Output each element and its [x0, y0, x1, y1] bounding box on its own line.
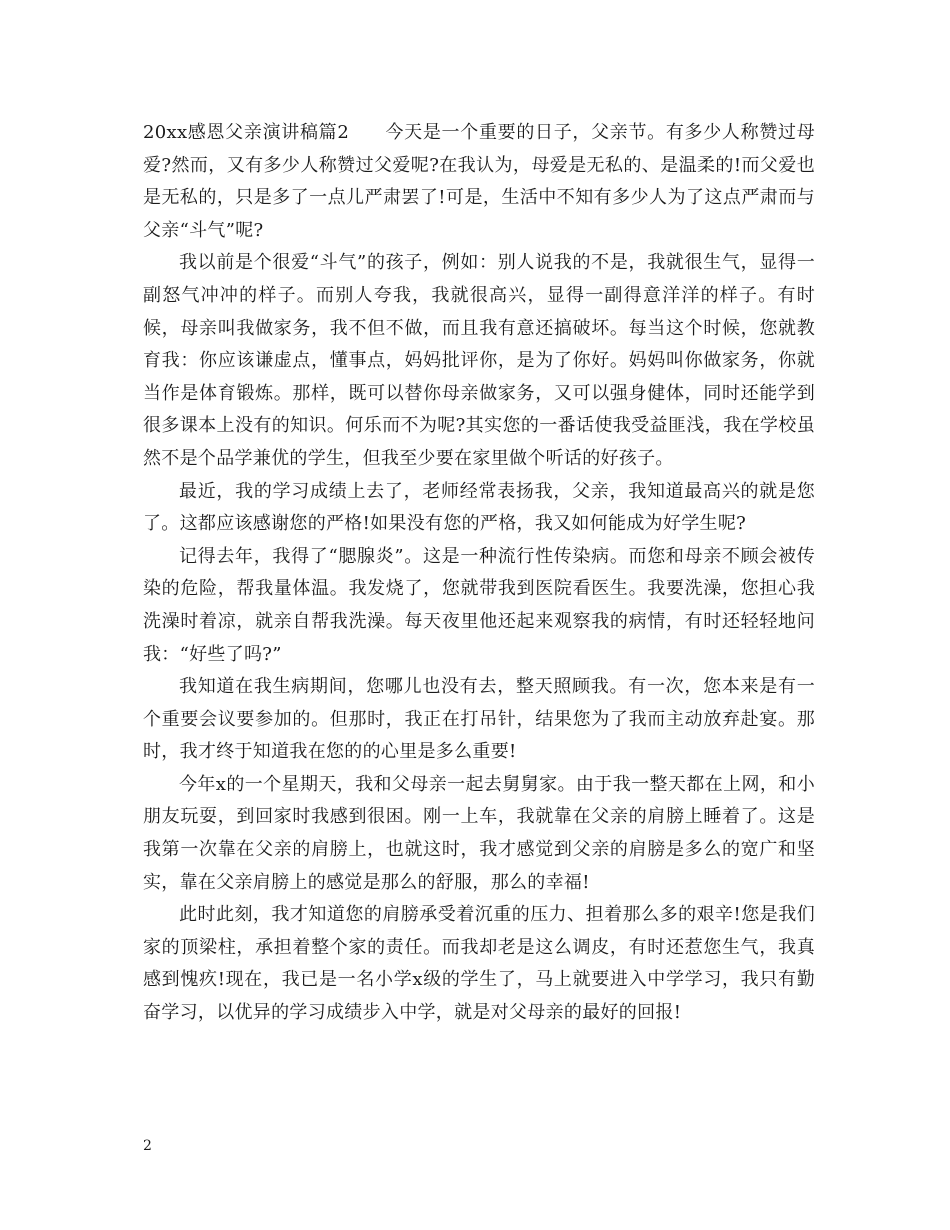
paragraph: 我知道在我生病期间，您哪儿也没有去，整天照顾我。有一次，您本来是有一个重要会议要参加的。但那时，我正在打吊针，结果您为了我而主动放弃赴宴。那时，我才终于知道我在您的的心里是多么重要!: [143, 676, 815, 763]
paragraph: 我以前是个很爱“斗气”的孩子，例如：别人说我的不是，我就很生气，显得一副怒气冲冲的样子。而别人夸我，我就很高兴，显得一副得意洋洋的样子。有时候，母亲叫我做家务，我不但不做，而且我有意还搞破坏。每当这个时候，您就教育我：你应该谦虚点，懂事点，妈妈批评你，是为了你好。妈妈叫你做家务，你就当作是体育锻炼。那样，既可以替你母亲做家务，又可以强身健体，同时还能学到很多课本上没有的知识。何乐而不为呢?其实您的一番话使我受益匪浅，我在学校虽然不是个品学兼优的学生，但我至少要在家里做个听话的好孩子。: [143, 252, 815, 469]
paragraph-intro: [143, 117, 815, 247]
document-body: [143, 117, 815, 1030]
paragraph: 今年x的一个星期天，我和父母亲一起去舅舅家。由于我一整天都在上网，和小朋友玩耍，到回家时我感到很困。刚一上车，我就靠在父亲的肩膀上睡着了。这是我第一次靠在父亲的肩膀上，也就这时，我才感觉到父亲的肩膀是多么的宽广和坚实，靠在父亲肩膀上的感觉是那么的舒服，那么的幸福!: [143, 773, 815, 893]
paragraph-text: 今天是一个重要的日子，父亲节。有多少人称赞过母爱?然而，又有多少人称赞过父爱呢?在我认为，母爱是无私的、是温柔的!而父爱也是无私的，只是多了一点儿严肃罢了!可是，生活中不知有多少人为了这点严肃而与父亲“斗气”呢?: [143, 122, 815, 241]
paragraph: 此时此刻，我才知道您的肩膀承受着沉重的压力、担着那么多的艰辛!您是我们家的顶梁柱，承担着整个家的责任。而我却老是这么调皮，有时还惹您生气，我真感到愧疚!现在，我已是一名小学x级的学生了，马上就要进入中学学习，我只有勤奋学习，以优异的学习成绩步入中学，就是对父母亲的最好的回报!: [143, 904, 815, 1024]
document-title: 20xx感恩父亲演讲稿篇2: [143, 122, 350, 143]
page-number: 2: [143, 1138, 152, 1154]
paragraph: 最近，我的学习成绩上去了，老师经常表扬我，父亲，我知道最高兴的就是您了。这都应该感谢您的严格!如果没有您的严格，我又如何能成为好学生呢?: [143, 480, 815, 535]
paragraph: 记得去年，我得了“腮腺炎”。这是一种流行性传染病。而您和母亲不顾会被传染的危险，帮我量体温。我发烧了，您就带我到医院看医生。我要洗澡，您担心我洗澡时着凉，就亲自帮我洗澡。每天夜里他还起来观察我的病情，有时还轻轻地问我：“好些了吗?”: [143, 545, 815, 665]
